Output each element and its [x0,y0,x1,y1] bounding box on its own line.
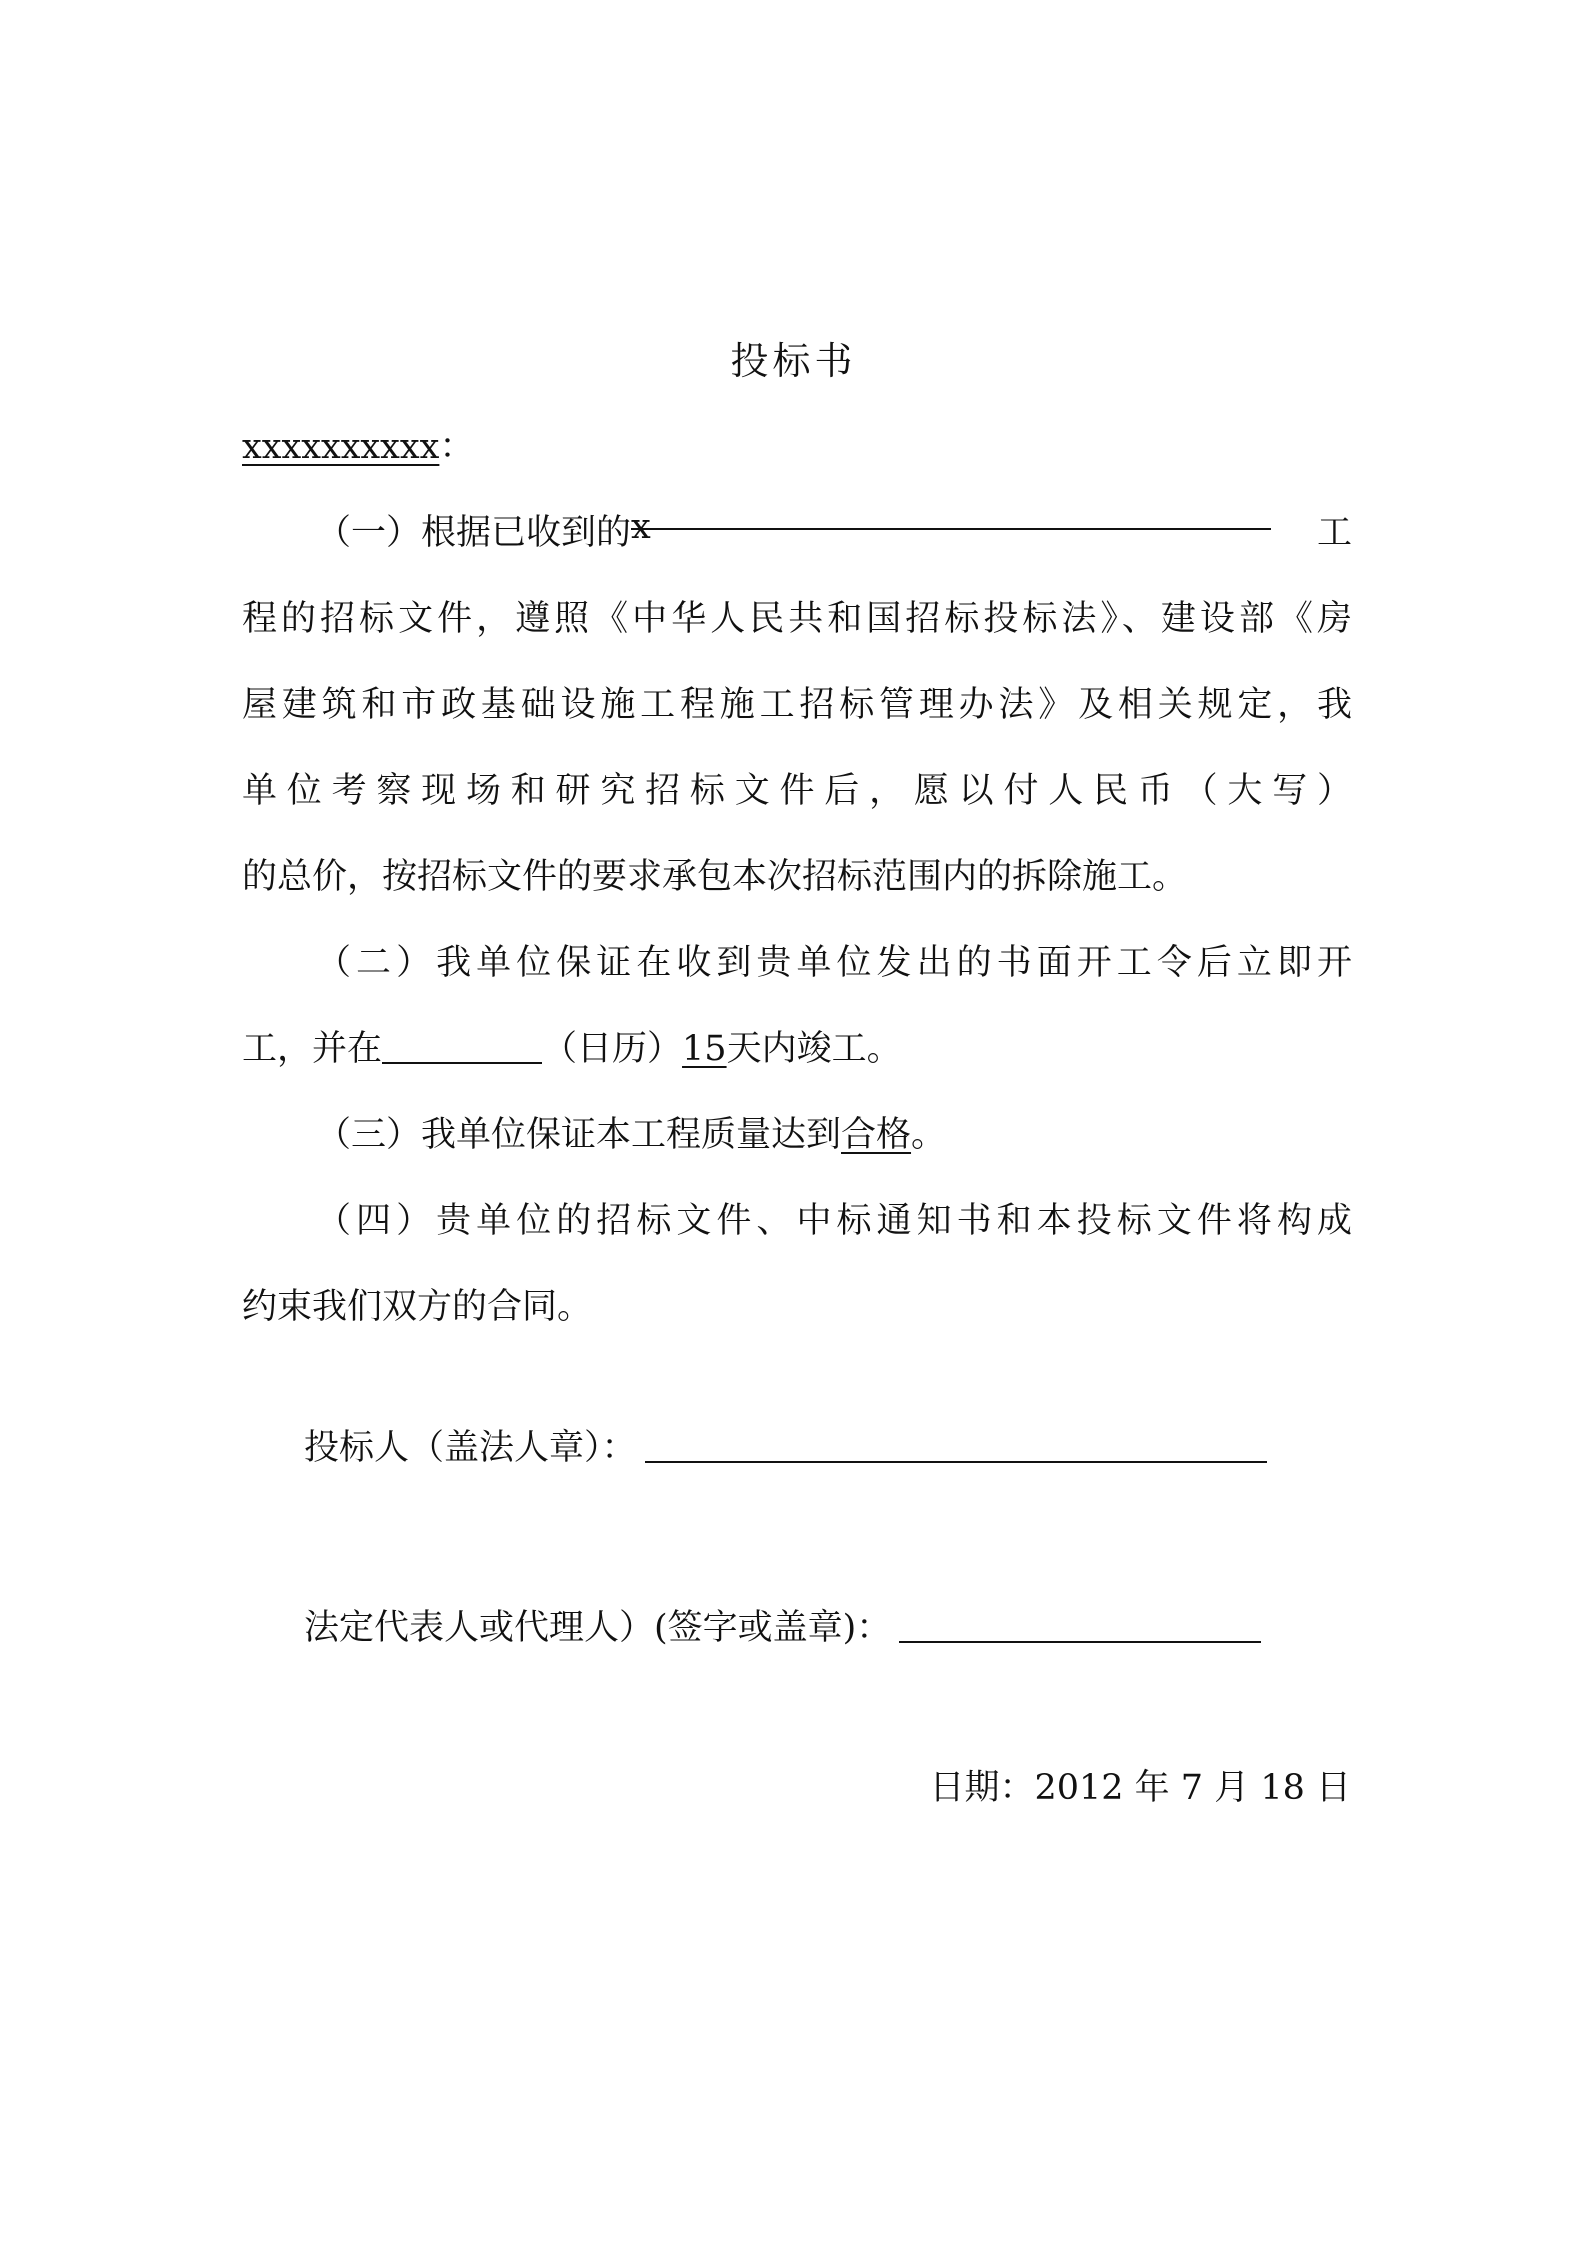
paragraph-4-line-2: 约束我们双方的合同。 [242,1287,593,1327]
paragraph-2-line-2 [242,1006,1352,1092]
paragraph-1-line-3: 屋建筑和市政基础设施工程施工招标管理办法》及相关规定，我 [242,685,1352,725]
paragraph-1-line-2: 程的招标文件，遵照《中华人民共和国招标投标法》、建设部《房 [242,599,1352,639]
paragraph-3-prefix: （三）我单位保证本工程质量达到 [316,1115,842,1155]
representative-label: 法定代表人或代理人）(签字或盖章)： [304,1608,892,1648]
bidder-label: 投标人（盖法人章）： [304,1428,637,1468]
paragraph-2-prefix: 工，并在 [242,1029,383,1069]
paragraph-2-suffix: 天内竣工。 [726,1029,902,1069]
paragraph-1-line-5: 的总价，按招标文件的要求承包本次招标范围内的拆除施工。 [242,857,1188,897]
paragraph-1-line-1-end: 工 [1316,513,1352,553]
quality-level: 合格 [841,1115,912,1155]
paragraph-1-line-4: 单位考察现场和研究招标文件后，愿以付人民币（大写） [242,771,1352,811]
bidder-signature-row [304,1420,1267,1470]
recipient-line [242,404,1352,490]
paragraph-2-line-1: （二）我单位保证在收到贵单位发出的书面开工令后立即开 [316,943,1352,983]
start-date-field [382,1028,542,1064]
paragraph-3-suffix: 。 [911,1115,947,1155]
bidder-seal-line [645,1427,1267,1463]
paragraph-1-line-1 [242,490,1352,576]
calendar-label: （日历） [542,1029,683,1069]
project-name-value: x [631,507,651,547]
paragraph-1-prefix: （一）根据已收到的 [316,513,632,553]
document-date: 日期：2012 年 7 月 18 日 [929,1768,1351,1808]
recipient-name: xxxxxxxxxx [242,427,440,467]
representative-signature-line [899,1607,1261,1643]
recipient-colon: ： [439,427,475,467]
paragraph-3 [242,1092,1352,1178]
document-title: 投标书 [730,339,857,383]
document-body [242,404,1352,1350]
duration-days: 15 [682,1029,727,1069]
project-name-field [631,494,1271,547]
representative-signature-row [304,1600,1261,1650]
paragraph-4-line-1: （四）贵单位的招标文件、中标通知书和本投标文件将构成 [316,1201,1352,1241]
